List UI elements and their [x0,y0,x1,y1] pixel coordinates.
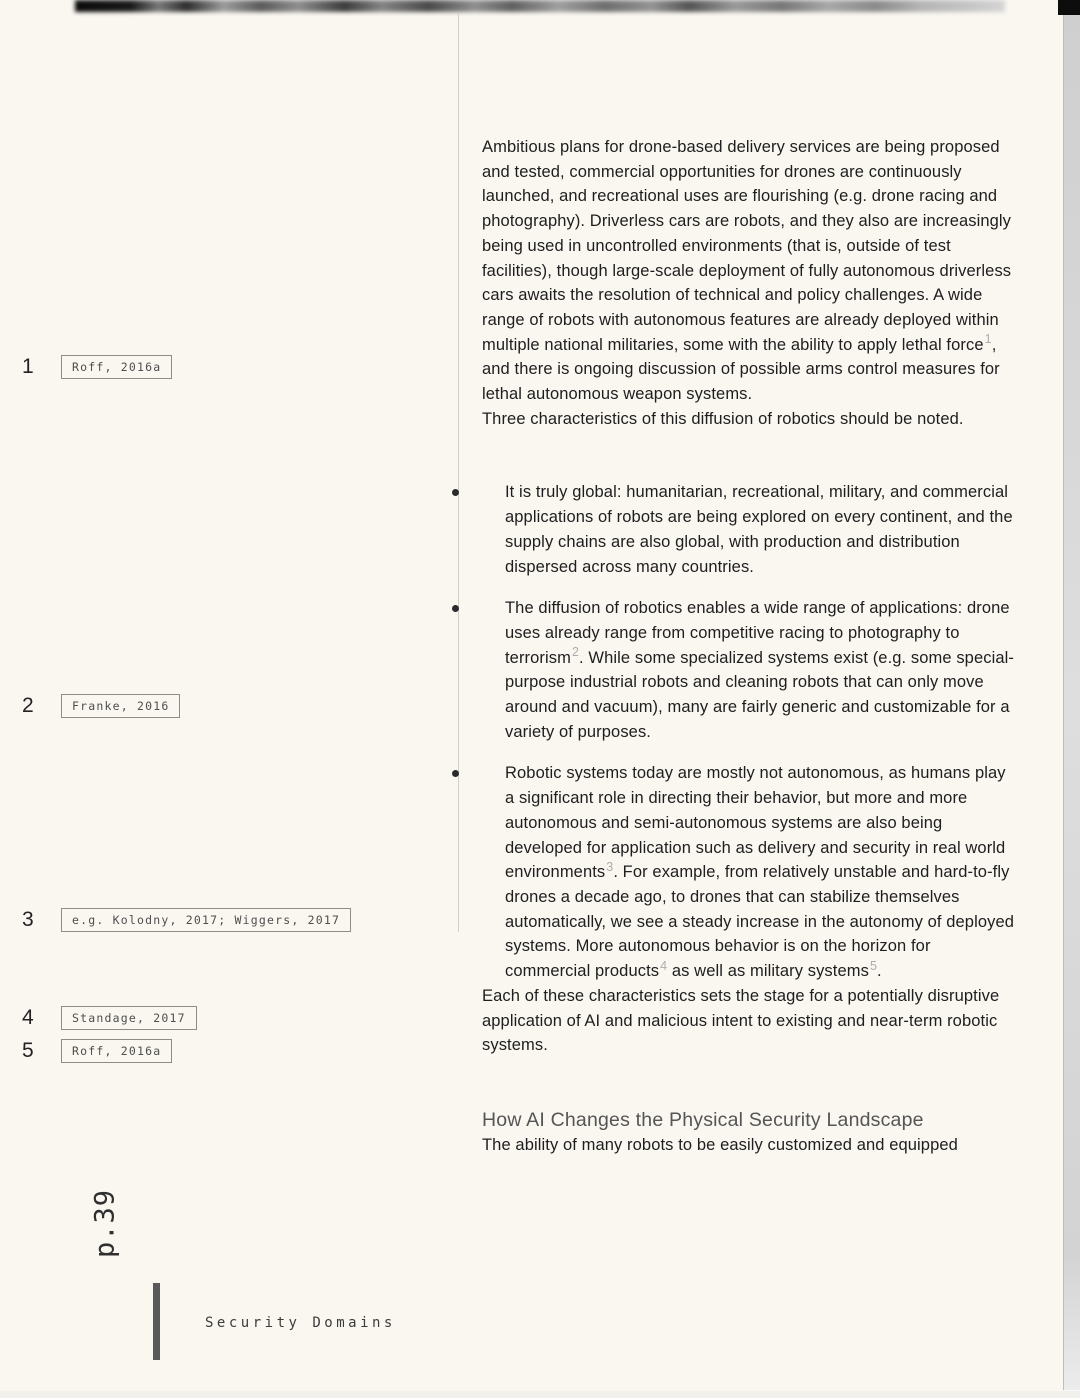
citation-ref-box: Roff, 2016a [61,1039,172,1063]
citation-superscript-5: 5 [869,958,878,973]
citation-superscript-1: 1 [984,332,992,347]
citation-ref-box: Franke, 2016 [61,694,180,718]
margin-citation-4 [22,1006,197,1030]
paragraph-robotics-diffusion [482,135,1015,407]
list-item-autonomy [505,761,1015,983]
list-item-text: . For example, from relatively unstable and hard-to-fly drones a decade ago, to drones that can stabilize themselves automatically, we see a steady increase in the autonomy of deployed systems. More autonomous behavior is on the horizon for commercial products [505,863,1015,981]
list-item-text: . [877,962,882,981]
footer-section-label: Security Domains [205,1315,396,1331]
list-item-text: . While some specialized systems exist (e.g. some special-purpose industrial robots and cleaning robots that can only move around and vacuum), many are fairly generic and customizable for a variety of purposes. [505,648,1014,741]
list-item-text: It is truly global: humanitarian, recreational, military, and commercial applications of robots are being explored on every continent, and the supply chains are also global, with production and distribution dispersed across many countries. [505,483,1013,576]
margin-citation-3 [22,908,351,932]
list-item-text: The diffusion of robotics enables a wide range of applications: drone uses already range from competitive racing to photography to terrorism [505,599,1010,667]
margin-citation-5 [22,1039,172,1063]
list-item-global [505,480,1015,579]
citation-number: 2 [22,694,34,717]
margin-citation-2 [22,694,180,718]
citation-number: 1 [22,355,34,378]
citation-ref-box: Standage, 2017 [61,1006,197,1030]
section-heading: How AI Changes the Physical Security Landscape [482,1108,924,1131]
citation-number: 3 [22,908,34,931]
main-text-column [482,135,1015,1158]
paragraph-text: Ambitious plans for drone-based delivery services are being proposed and tested, commercial opportunities for drones are continuously launched, and recreational uses are flourishing (e.g. drone racing and photography). Driverless cars are robots, and they also are increasingly being used in uncontrolled environments (that is, outside of test facilities), though large-scale deployment of fully autonomous driverless cars awaits the resolution of technical and policy challenges. A wide range of robots with autonomous features are already deployed within multiple national militaries, some with the ability to apply lethal force [482,138,1012,354]
citation-number: 5 [22,1039,34,1062]
footer-rule [153,1283,160,1360]
citation-number: 4 [22,1006,34,1029]
page-corner-mark [1058,0,1080,15]
margin-citation-1 [22,355,172,379]
document-page: 1 Roff, 2016a 2 Franke, 2016 3 e.g. Kolodny, 2017; Wiggers, 2017 4 Standage, 2017 5 Roff, 2016a Ambitious plans for drone-based delivery services are being proposed and tested, commercial opportunities for drones are continuously launched, and recreational uses are flourishing (e.g. drone racing and photography). Driverless cars are robots, and they also are increasingly being used in uncontrolled environments (that is, outside of test facilities), though large-scale deployment of fully autonomous driverless cars awaits the resolution of technical and policy challenges. A wide range of robots with autonomous features are already deployed within multiple national militaries, some with the ability to apply lethal force$^1$, and there is ongoing discussion of possible arms control measures for lethal autonomous weapon systems. Three characteristics of this diffusion of robotics should be noted. It is truly global: humanitarian, recreational, military, and commercial applications of robots are being explored on every continent, and the supply chains are also global, with production and distribution dispersed across many countries. The diffusion of robotics enables a wide range of applications: drone uses already range from competitive racing to photography to terrorism$^2$. While some specialized systems exist (e.g. some special-purpose industrial robots and cleaning robots that can only move around and vacuum), many are fairly generic and customizable for a variety of purposes. Robotic systems today are mostly not autonomous, as humans play a significant role in directing their behavior, but more and more autonomous and semi-autonomous systems are also being developed for application such as delivery and security in real world environments$^3$. For example, from relatively unstable and hard-to-fly drones a decade ago, to drones that can stabilize themselves automatically, we see a steady increase in the autonomy of deployed systems. More autonomous behavior is on the horizon for commercial products$^4$ as well as military systems$^5$. Each of these characteristics sets the stage for a potentially disruptive application of AI and malicious intent to existing and near-term robotic systems. How AI Changes the Physical Security Landscape The ability of many robots to be easily customized and equipped p.39 Security Domains [0,0,1080,1398]
citation-superscript-3: 3 [606,859,614,874]
paragraph-text: , and there is ongoing discussion of possible arms control measures for lethal autonomous weapon systems. [482,335,1000,404]
citation-ref-box: Roff, 2016a [61,355,172,379]
page-right-edge [1063,15,1080,1390]
list-item-text: Robotic systems today are mostly not autonomous, as humans play a significant role in directing their behavior, but more and more autonomous and semi-autonomous systems are also being developed for application such as delivery and security in real world environments [505,764,1006,882]
page-top-edge-artifact [75,0,1005,12]
column-divider-rule [458,14,459,932]
paragraph-three-characteristics: Three characteristics of this diffusion of robotics should be noted. [482,409,964,428]
citation-ref-box: e.g. Kolodny, 2017; Wiggers, 2017 [61,908,351,932]
list-item-applications [505,596,1015,744]
citation-superscript-2: 2 [571,645,580,660]
characteristics-list [482,480,1015,983]
paragraph-customized-robots: The ability of many robots to be easily customized and equipped [482,1135,958,1154]
page-bottom-edge [0,1391,1080,1398]
citation-superscript-4: 4 [660,958,668,973]
paragraph-stage-setting: Each of these characteristics sets the stage for a potentially disruptive application of AI and malicious intent to existing and near-term robotic systems. [482,986,1000,1055]
list-item-text: as well as military systems [667,962,869,981]
